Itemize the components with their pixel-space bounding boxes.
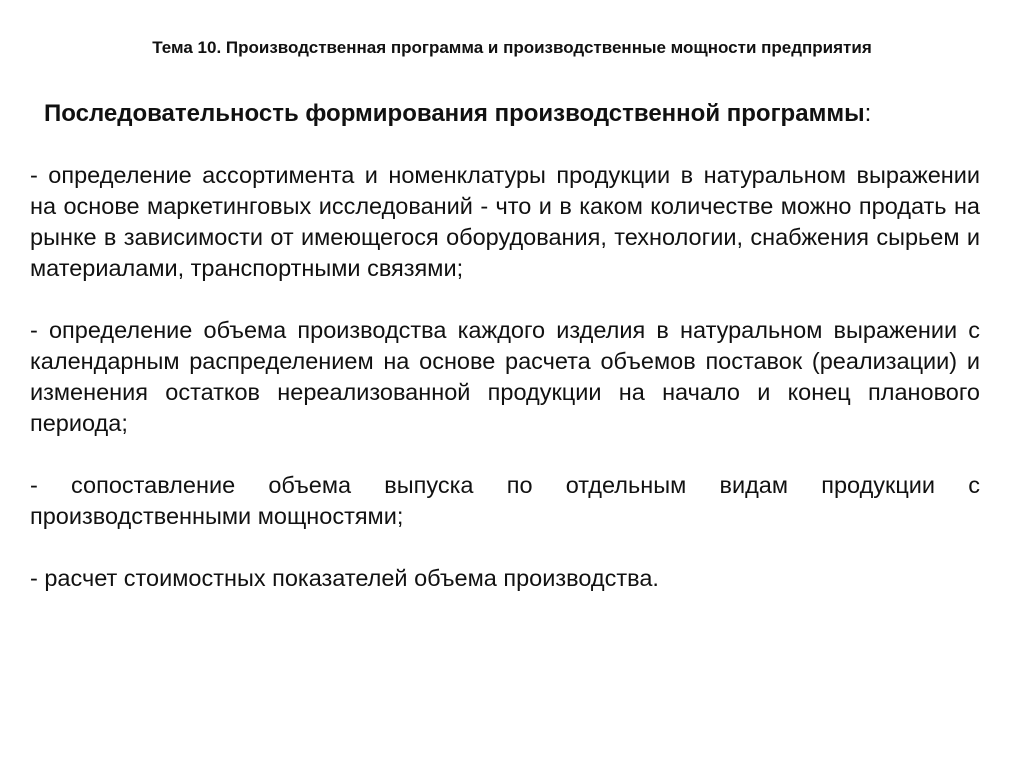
list-item-cost-indicators: - расчет стоимостных показателей объема производства. [30,565,659,591]
list-item-production-volume: - определение объема производства каждого изделия в натуральном выражении с календарным распределением на основе расчета объемов поставок (реализации) и изменения остатков нереализованной продукции на начало и конец планового периода; [30,317,980,436]
section-heading [44,100,871,128]
topic-title: Тема 10. Производственная программа и производственные мощности предприятия [152,38,872,57]
section-heading-text: Последовательность формирования производственной программы [44,100,865,127]
section-heading-colon: : [864,100,872,127]
list-item-capacity-comparison: - сопоставление объема выпуска по отдельным видам продукции с производственными мощностями; [30,472,980,529]
list-item-assortment: - определение ассортимента и номенклатуры продукции в натуральном выражении на основе маркетинговых исследований - что и в каком количестве можно продать на рынке в зависимости от имеющегося оборудования, технологии, снабжения сырьем и материалами, транспортными связями; [30,162,980,281]
item-list [30,160,980,625]
